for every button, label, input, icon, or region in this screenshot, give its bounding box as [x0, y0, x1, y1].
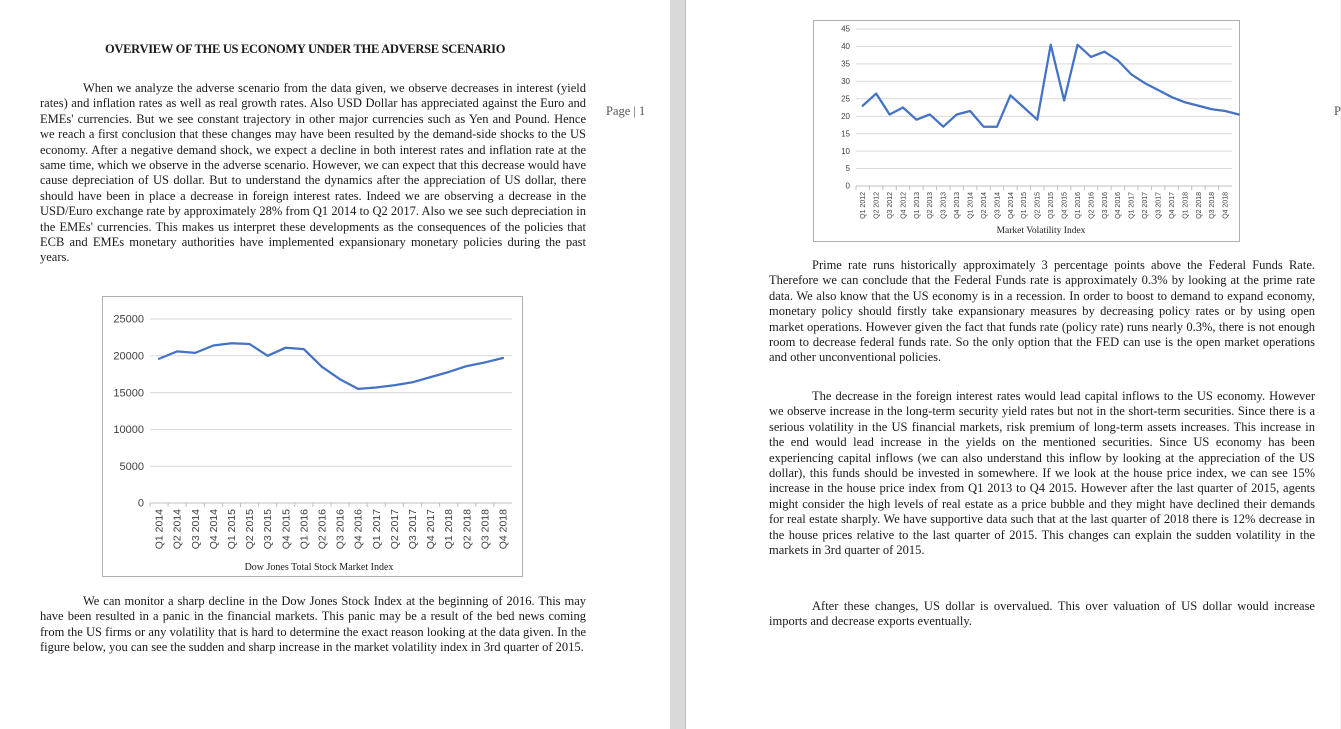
- data-point: [375, 387, 377, 389]
- x-tick-label: Q3 2016: [334, 509, 347, 550]
- x-tick-label: Q2 2014: [171, 509, 184, 550]
- paragraph: The decrease in the foreign interest rates would lead capital inflows to the US economy. However we observe increase in the long-term security yield rates but not in the short-term securities. Since there is a serious volatility in the US financial markets, risk premium of long-term assets increases. This increase in the end would lead increase in the yields on the mentioned securities. Since US economy has been experiencing capital inflows (we can also understand this inflow by looking at the appreciation of the US dollar), this funds should be invested in somewhere. If we look at the house price index, we can see 15% increase in the house price index from Q1 2013 to Q4 2015. However after the last quarter of 2015, agents might consider the high levels of real estate as a price bubble and they might have declined their demands for real estate sharply. We have supportive data such that at the last quarter of 2018 there is 12% decrease in the house prices relative to the last quarter of 2015. This changes can explain the sudden volatility in the markets in 3rd quarter of 2015.: [769, 389, 1315, 558]
- data-point: [484, 362, 486, 364]
- data-point: [983, 126, 985, 128]
- data-point: [158, 358, 160, 360]
- x-tick-label: Q3 2012: [886, 192, 894, 219]
- y-tick-label: 35: [841, 59, 850, 69]
- section-heading: OVERVIEW OF THE US ECONOMY UNDER THE ADVERSE SCENARIO: [105, 42, 506, 56]
- data-point: [902, 107, 904, 109]
- data-point: [862, 105, 864, 107]
- y-tick-label: 20000: [113, 350, 144, 363]
- x-tick-label: Q1 2018: [1182, 192, 1190, 219]
- chart-caption: Dow Jones Total Stock Market Index: [244, 562, 394, 573]
- data-point: [466, 365, 468, 367]
- y-tick-label: 10: [841, 146, 850, 156]
- x-tick-label: Q1 2013: [913, 192, 921, 219]
- x-tick-label: Q4 2017: [425, 509, 438, 550]
- x-tick-label: Q1 2015: [1021, 192, 1029, 219]
- data-point: [231, 342, 233, 344]
- x-tick-label: Q2 2013: [927, 192, 935, 219]
- data-point: [339, 379, 341, 381]
- data-point: [1184, 101, 1186, 103]
- data-point: [1104, 51, 1106, 53]
- y-tick-label: 5: [845, 164, 850, 174]
- y-tick-label: 25000: [113, 313, 144, 326]
- page-number-partial: P: [1334, 104, 1341, 118]
- x-tick-label: Q4 2015: [1061, 192, 1069, 219]
- data-point: [267, 355, 269, 357]
- x-tick-label: Q2 2015: [244, 509, 257, 550]
- y-tick-label: 0: [845, 181, 850, 191]
- x-tick-label: Q2 2017: [1142, 192, 1150, 219]
- data-point: [357, 388, 359, 390]
- x-tick-label: Q2 2018: [1195, 192, 1203, 219]
- series-line: [159, 343, 503, 389]
- data-point: [1157, 89, 1159, 91]
- document-page-2: [686, 0, 1340, 729]
- data-point: [875, 93, 877, 95]
- data-point: [1198, 105, 1200, 107]
- x-tick-label: Q1 2016: [298, 509, 311, 550]
- x-tick-label: Q4 2012: [900, 192, 908, 219]
- data-point: [1211, 108, 1213, 110]
- x-tick-label: Q3 2015: [1048, 191, 1056, 219]
- paragraph: We can monitor a sharp decline in the Dow Jones Stock Index at the beginning of 2016. This may have been resulted in a panic in the financial markets. This panic may be a result of the bed news coming from the US firms or any volatility that is hard to determine the exact reason looking at the data given. In the figure below, you can see the sudden and sharp increase in the market volatility index in 3rd quarter of 2015.: [40, 594, 586, 655]
- y-tick-label: 40: [841, 42, 850, 52]
- x-tick-label: Q2 2016: [316, 509, 329, 550]
- x-tick-label: Q1 2018: [443, 509, 456, 550]
- y-tick-label: 0: [137, 497, 144, 510]
- x-tick-label: Q3 2016: [1101, 192, 1109, 219]
- x-tick-label: Q1 2015: [225, 509, 238, 550]
- data-point: [194, 352, 196, 354]
- data-point: [412, 381, 414, 383]
- y-tick-label: 10000: [113, 424, 144, 437]
- x-tick-label: Q2 2017: [388, 509, 401, 550]
- x-tick-label: Q3 2013: [940, 192, 948, 219]
- x-tick-label: Q2 2016: [1088, 192, 1096, 219]
- x-tick-label: Q2 2018: [461, 509, 474, 550]
- x-tick-label: Q3 2018: [479, 509, 492, 550]
- document-page-1: [0, 0, 670, 729]
- x-tick-label: Q4 2018: [1222, 192, 1230, 219]
- data-point: [889, 114, 891, 116]
- paragraph: Prime rate runs historically approximately 3 percentage points above the Federal Funds Rate. Therefore we can conclude that the Federal Funds rate is approximately 0.3% by looking at the prime rate data. We also know that the US economy is in a recession. In order to boost to demand to expand economy, monetary policy should firstly take expansionary measures by decreasing policy rates or by using open market operations. However given the fact that funds rate (policy rate) runs nearly 0.3%, there is not enough room to decrease federal funds rate. So the only option that the FED can use is the open market operations and other unconventional policies.: [769, 258, 1315, 365]
- y-tick-label: 20: [841, 111, 850, 121]
- paragraph: After these changes, US dollar is overvalued. This over valuation of US dollar would increase imports and decrease exports eventually.: [769, 599, 1315, 629]
- x-tick-label: Q1 2014: [967, 192, 975, 219]
- data-point: [1036, 119, 1038, 121]
- chart-caption: Market Volatility Index: [996, 226, 1086, 236]
- data-point: [929, 114, 931, 116]
- y-tick-label: 15: [841, 129, 850, 139]
- data-point: [916, 119, 918, 121]
- y-tick-label: 30: [841, 77, 850, 86]
- x-tick-label: Q1 2017: [370, 509, 383, 550]
- data-point: [1090, 56, 1092, 58]
- data-point: [1171, 96, 1173, 98]
- data-point: [1010, 94, 1012, 96]
- data-point: [213, 345, 215, 347]
- x-tick-label: Q3 2014: [189, 509, 202, 550]
- x-tick-label: Q1 2017: [1128, 192, 1136, 219]
- x-tick-label: Q3 2017: [406, 509, 419, 550]
- x-tick-label: Q4 2018: [497, 509, 510, 550]
- data-point: [1130, 74, 1132, 76]
- data-point: [394, 384, 396, 386]
- x-tick-label: Q4 2017: [1168, 192, 1176, 219]
- x-tick-label: Q4 2015: [280, 509, 293, 550]
- x-tick-label: Q3 2015: [262, 509, 275, 550]
- y-tick-label: 25: [841, 94, 850, 104]
- dow-jones-chart: [102, 296, 523, 577]
- x-tick-label: Q4 2014: [1007, 192, 1015, 219]
- x-tick-label: Q4 2016: [1115, 192, 1123, 219]
- paragraph: When we analyze the adverse scenario from the data given, we observe decreases in interest (yield rates) and inflation rates as well as real growth rates. Also USD Dollar has appreciated against the Euro and EMEs' currencies. But we see constant trajectory in other major currencies such as Yen and Pound. Hence we reach a first conclusion that these changes may have been resulted by the demand-side shocks to the US economy. After a negative demand shock, we expect a decline in both interest rates and inflation rate at the same time, which we observe in the adverse scenario. However, we can expect that this decrease would have cause depreciation of US dollar. But to understand the dynamics after the appreciation of US dollar, there should have been in place a decrease in foreign interest rates. Indeed we are observing a decrease in the USD/Euro exchange rate by approximately 28% from Q1 2014 to Q2 2017. Also we see such depreciation in the EMEs' currencies. This makes us interpret these developments as the consequences of the policies that ECB and EMEs monetary authorities have implemented expansionary monetary policies during the past years.: [40, 81, 586, 265]
- dow-jones-chart-svg: [103, 297, 522, 576]
- data-point: [1238, 114, 1240, 116]
- data-point: [303, 348, 305, 350]
- y-tick-label: 5000: [119, 460, 144, 473]
- data-point: [996, 126, 998, 128]
- data-point: [1224, 110, 1226, 112]
- x-tick-label: Q2 2014: [980, 192, 988, 219]
- x-tick-label: Q2 2015: [1034, 192, 1042, 219]
- data-point: [956, 114, 958, 116]
- data-point: [1063, 100, 1065, 102]
- x-tick-label: Q4 2013: [954, 192, 962, 219]
- x-tick-label: Q1 2012: [860, 192, 868, 219]
- y-tick-label: 45: [841, 24, 850, 34]
- market-volatility-chart-svg: [814, 21, 1239, 241]
- series-line: [863, 45, 1239, 127]
- data-point: [969, 110, 971, 112]
- data-point: [176, 351, 178, 353]
- data-point: [1144, 82, 1146, 84]
- x-tick-label: Q4 2016: [352, 509, 365, 550]
- data-point: [942, 126, 944, 128]
- data-point: [249, 343, 251, 345]
- page-gutter: [670, 0, 686, 729]
- data-point: [1050, 44, 1052, 46]
- data-point: [448, 371, 450, 373]
- data-point: [1023, 107, 1025, 109]
- x-tick-label: Q1 2014: [153, 509, 166, 550]
- data-point: [1117, 60, 1119, 62]
- x-tick-label: Q4 2014: [207, 509, 220, 550]
- data-point: [285, 347, 287, 349]
- data-point: [1077, 44, 1079, 46]
- x-tick-label: Q1 2016: [1074, 192, 1082, 219]
- x-tick-label: Q3 2018: [1209, 192, 1217, 219]
- data-point: [321, 366, 323, 368]
- market-volatility-chart: [813, 20, 1240, 242]
- x-tick-label: Q3 2017: [1155, 192, 1163, 219]
- data-point: [502, 357, 504, 359]
- data-point: [430, 376, 432, 378]
- y-tick-label: 15000: [113, 387, 144, 400]
- x-tick-label: Q3 2014: [994, 192, 1002, 219]
- x-tick-label: Q2 2012: [873, 192, 881, 219]
- page-number: Page | 1: [606, 104, 646, 118]
